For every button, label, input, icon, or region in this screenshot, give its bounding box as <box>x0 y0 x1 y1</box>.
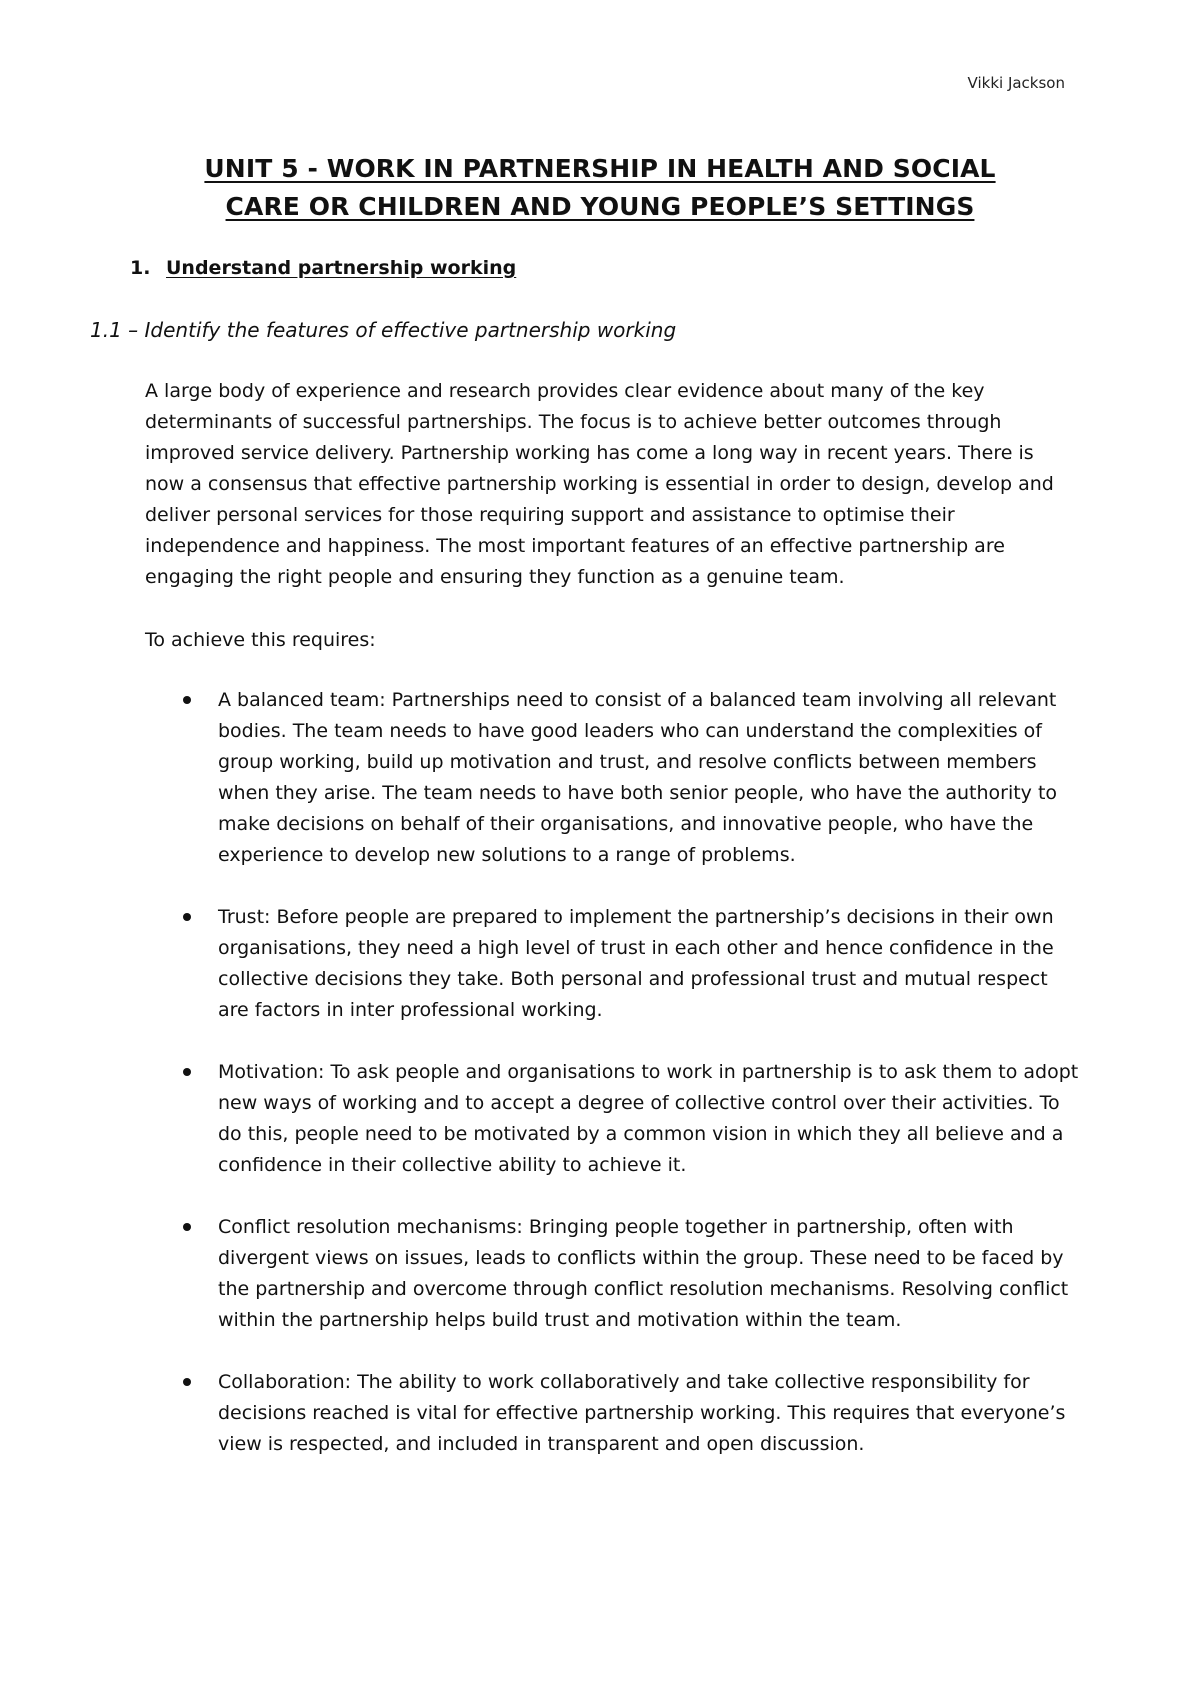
section-heading <box>130 257 516 279</box>
list-item-text: Collaboration: The ability to work collaboratively and take collective responsibility for decisions reached is vital for effective partnership working. This requires that everyone’s view is respected, and included in transparent and open discussion. <box>218 1371 1066 1455</box>
list-item <box>145 685 1080 871</box>
section-number: 1. <box>130 257 151 279</box>
bullet-icon <box>183 1068 191 1076</box>
list-item <box>145 1057 1080 1181</box>
list-item-text: Conflict resolution mechanisms: Bringing people together in partnership, often with divergent views on issues, leads to conflicts within the group. These need to be faced by the partnership and overcome through conflict resolution mechanisms. Resolving conflict within the partnership helps build trust and motivation within the team. <box>218 1216 1069 1331</box>
intro-paragraph: A large body of experience and research provides clear evidence about many of the key determinants of successful partnerships. The focus is to achieve better outcomes through improved service delivery. Partnership working has come a long way in recent years. There is now a consensus that effective partnership working is essential in order to design, develop and deliver personal services for those requiring support and assistance to optimise their independence and happiness. The most important features of an effective partnership are engaging the right people and ensuring they function as a genuine team. <box>145 380 1054 588</box>
features-list <box>145 685 1080 1460</box>
bullet-icon <box>183 696 191 704</box>
list-item <box>145 1212 1080 1336</box>
criteria-subheading: 1.1 – Identify the features of effective partnership working <box>90 318 677 342</box>
bullet-icon <box>183 913 191 921</box>
list-item-text: Motivation: To ask people and organisations to work in partnership is to ask them to adopt new ways of working and to accept a degree of collective control over their activities. To do this, people need to be motivated by a common vision in which they all believe and a confidence in their collective ability to achieve it. <box>218 1061 1079 1176</box>
list-item-text: Trust: Before people are prepared to implement the partnership’s decisions in their own organisations, they need a high level of trust in each other and hence confidence in the collective decisions they take. Both personal and professional trust and mutual respect are factors in inter professional working. <box>218 906 1054 1021</box>
list-item <box>145 1367 1080 1460</box>
document-title <box>90 150 1110 226</box>
list-item-text: A balanced team: Partnerships need to consist of a balanced team involving all relevant bodies. The team needs to have good leaders who can understand the complexities of group working, build up motivation and trust, and resolve conflicts between members when they arise. The team needs to have both senior people, who have the authority to make decisions on behalf of their organisations, and innovative people, who have the experience to develop new solutions to a range of problems. <box>218 689 1058 866</box>
author-name: Vikki Jackson <box>967 74 1065 92</box>
list-item <box>145 902 1080 1026</box>
bullet-icon <box>183 1378 191 1386</box>
section-label: Understand partnership working <box>166 257 517 279</box>
requires-line: To achieve this requires: <box>145 629 376 651</box>
title-line-2: CARE OR CHILDREN AND YOUNG PEOPLE’S SETTINGS <box>225 192 975 221</box>
title-line-1: UNIT 5 - WORK IN PARTNERSHIP IN HEALTH AND SOCIAL <box>204 154 996 183</box>
bullet-icon <box>183 1223 191 1231</box>
